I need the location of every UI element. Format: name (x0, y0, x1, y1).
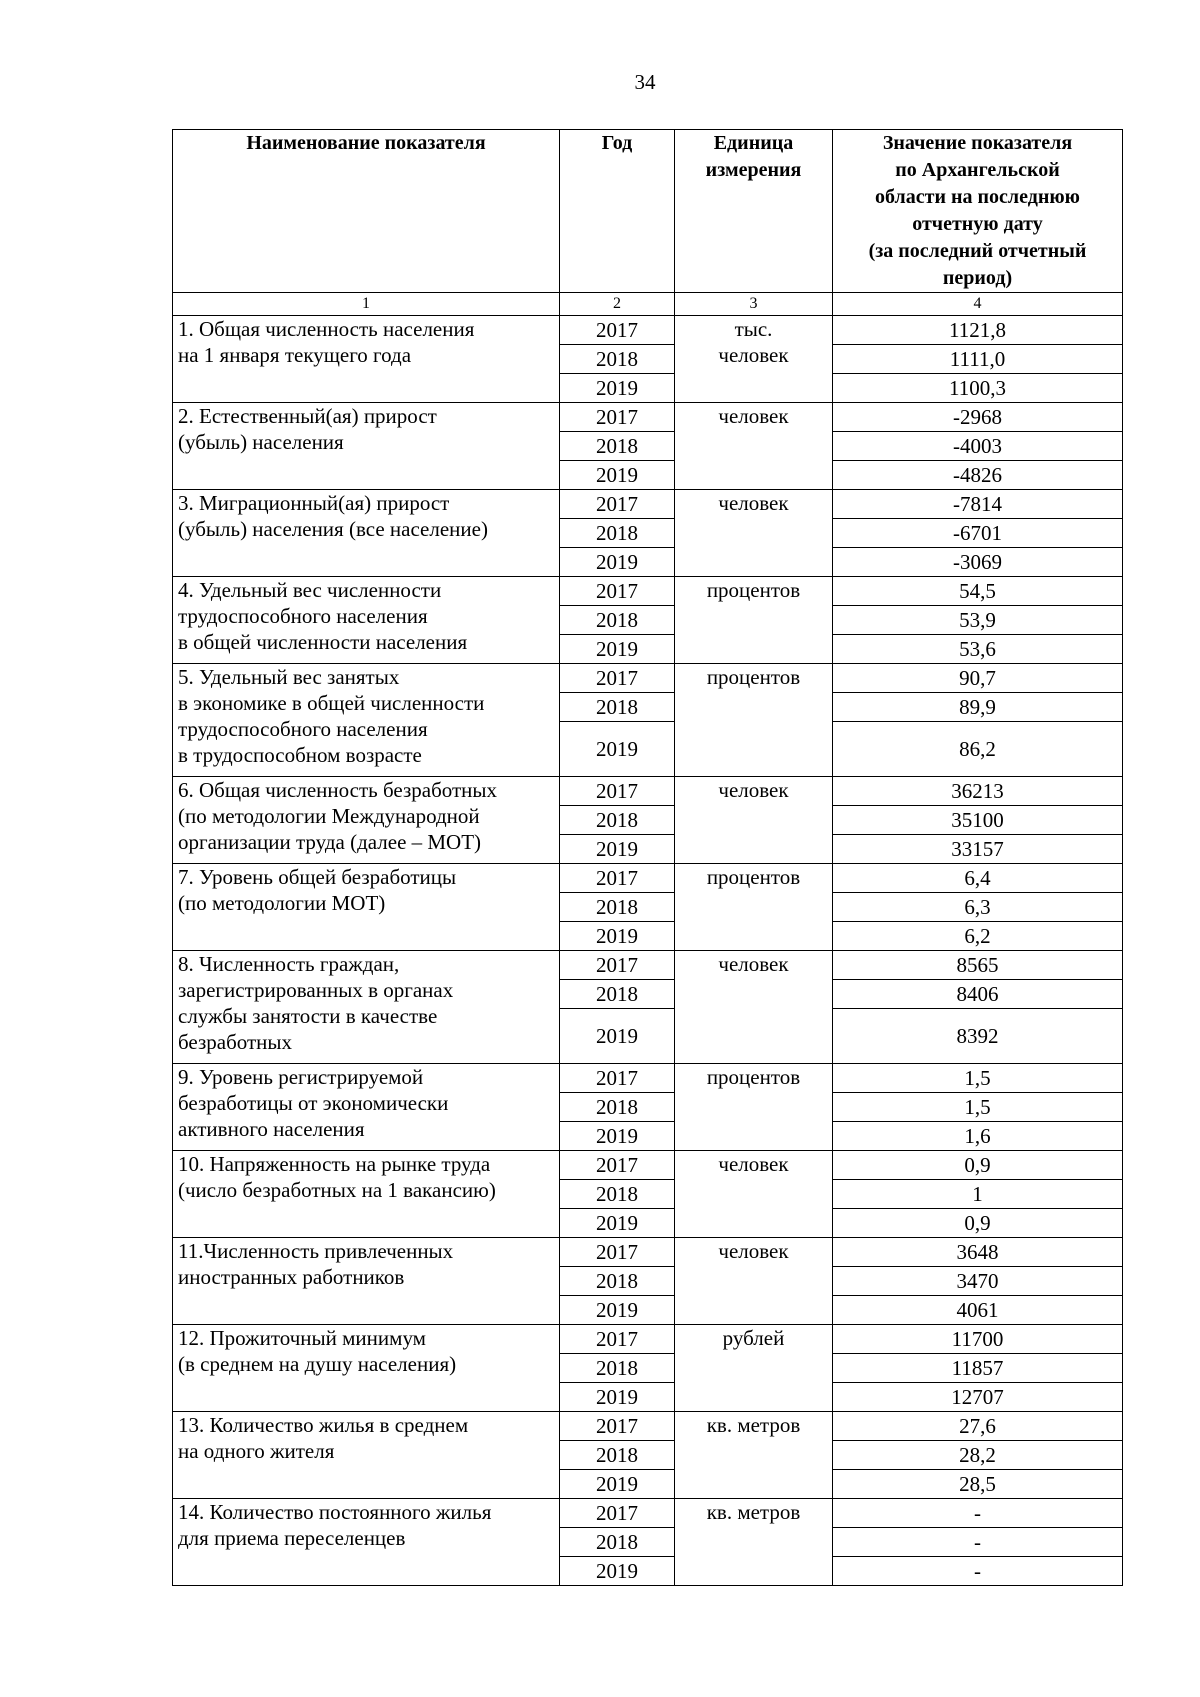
table-header-row (173, 130, 1123, 293)
year-cell: 2019 (560, 1209, 675, 1238)
indicator-name: 4. Удельный вес численности трудоспособного населения в общей численности населения (173, 577, 560, 664)
value-cell: 86,2 (833, 722, 1123, 777)
indicator-name: 3. Миграционный(ая) прирост (убыль) населения (все население) (173, 490, 560, 577)
year-cell: 2018 (560, 432, 675, 461)
value-cell: - (833, 1499, 1123, 1528)
indicator-name: 8. Численность граждан, зарегистрированных в органах службы занятости в качестве безработных (173, 951, 560, 1064)
year-cell: 2019 (560, 1470, 675, 1499)
year-cell: 2017 (560, 490, 675, 519)
table-row (173, 490, 1123, 519)
year-cell: 2019 (560, 1009, 675, 1064)
value-cell: -3069 (833, 548, 1123, 577)
year-cell: 2017 (560, 1325, 675, 1354)
value-cell: 53,6 (833, 635, 1123, 664)
indicator-name: 11.Численность привлеченных иностранных работников (173, 1238, 560, 1325)
indicator-name: 10. Напряженность на рынке труда (число безработных на 1 вакансию) (173, 1151, 560, 1238)
unit-cell: кв. метров (675, 1499, 833, 1586)
unit-cell: человек (675, 951, 833, 1064)
table-body (173, 316, 1123, 1586)
year-cell: 2017 (560, 777, 675, 806)
year-cell: 2017 (560, 403, 675, 432)
value-cell: 12707 (833, 1383, 1123, 1412)
year-cell: 2018 (560, 980, 675, 1009)
unit-cell: кв. метров (675, 1412, 833, 1499)
value-cell: 1111,0 (833, 345, 1123, 374)
header-year: Год (560, 130, 675, 293)
year-cell: 2017 (560, 316, 675, 345)
year-cell: 2019 (560, 1383, 675, 1412)
indicator-name: 7. Уровень общей безработицы (по методологии МОТ) (173, 864, 560, 951)
indicator-name: 2. Естественный(ая) прирост (убыль) населения (173, 403, 560, 490)
value-cell: 8406 (833, 980, 1123, 1009)
indicator-name: 1. Общая численность населения на 1 января текущего года (173, 316, 560, 403)
unit-cell: человек (675, 490, 833, 577)
year-cell: 2019 (560, 635, 675, 664)
value-cell: 33157 (833, 835, 1123, 864)
year-cell: 2017 (560, 664, 675, 693)
value-cell: -4003 (833, 432, 1123, 461)
value-cell: 1 (833, 1180, 1123, 1209)
value-cell: 89,9 (833, 693, 1123, 722)
value-cell: 1,5 (833, 1093, 1123, 1122)
value-cell: 11700 (833, 1325, 1123, 1354)
column-number: 1 (173, 293, 560, 316)
year-cell: 2019 (560, 922, 675, 951)
year-cell: 2019 (560, 835, 675, 864)
value-cell: -7814 (833, 490, 1123, 519)
indicator-name: 14. Количество постоянного жилья для приема переселенцев (173, 1499, 560, 1586)
unit-cell: процентов (675, 577, 833, 664)
value-cell: - (833, 1528, 1123, 1557)
table-row (173, 864, 1123, 893)
year-cell: 2018 (560, 345, 675, 374)
table-row (173, 1499, 1123, 1528)
value-cell: 1,6 (833, 1122, 1123, 1151)
value-cell: 1100,3 (833, 374, 1123, 403)
year-cell: 2018 (560, 893, 675, 922)
unit-cell: процентов (675, 864, 833, 951)
value-cell: -4826 (833, 461, 1123, 490)
year-cell: 2018 (560, 693, 675, 722)
value-cell: 6,3 (833, 893, 1123, 922)
value-cell: 28,5 (833, 1470, 1123, 1499)
year-cell: 2018 (560, 1180, 675, 1209)
value-cell: 0,9 (833, 1151, 1123, 1180)
header-value: Значение показателя по Архангельской области на последнюю отчетную дату (за последний отчетный период) (833, 130, 1123, 293)
column-number: 4 (833, 293, 1123, 316)
column-number: 3 (675, 293, 833, 316)
value-cell: 0,9 (833, 1209, 1123, 1238)
indicators-table (172, 129, 1123, 1586)
table-row (173, 403, 1123, 432)
value-cell: - (833, 1557, 1123, 1586)
value-cell: 1,5 (833, 1064, 1123, 1093)
column-number: 2 (560, 293, 675, 316)
value-cell: 8565 (833, 951, 1123, 980)
table-row (173, 1412, 1123, 1441)
year-cell: 2018 (560, 1441, 675, 1470)
table-row (173, 316, 1123, 345)
table-row (173, 664, 1123, 693)
unit-cell: человек (675, 777, 833, 864)
value-cell: 54,5 (833, 577, 1123, 606)
value-cell: 53,9 (833, 606, 1123, 635)
indicator-name: 9. Уровень регистрируемой безработицы от экономически активного населения (173, 1064, 560, 1151)
year-cell: 2019 (560, 374, 675, 403)
year-cell: 2017 (560, 1151, 675, 1180)
value-cell: 8392 (833, 1009, 1123, 1064)
indicator-name: 6. Общая численность безработных (по методологии Международной организации труда (далее – МОТ) (173, 777, 560, 864)
table-row (173, 577, 1123, 606)
value-cell: 6,4 (833, 864, 1123, 893)
value-cell: -2968 (833, 403, 1123, 432)
table-row (173, 1238, 1123, 1267)
unit-cell: человек (675, 403, 833, 490)
value-cell: -6701 (833, 519, 1123, 548)
table-row (173, 777, 1123, 806)
year-cell: 2019 (560, 548, 675, 577)
value-cell: 36213 (833, 777, 1123, 806)
unit-cell: процентов (675, 664, 833, 777)
table-row (173, 1325, 1123, 1354)
year-cell: 2019 (560, 1122, 675, 1151)
indicator-name: 13. Количество жилья в среднем на одного жителя (173, 1412, 560, 1499)
indicator-name: 12. Прожиточный минимум (в среднем на душу населения) (173, 1325, 560, 1412)
year-cell: 2017 (560, 1064, 675, 1093)
value-cell: 1121,8 (833, 316, 1123, 345)
table-row (173, 1151, 1123, 1180)
value-cell: 3648 (833, 1238, 1123, 1267)
year-cell: 2017 (560, 1499, 675, 1528)
year-cell: 2018 (560, 1267, 675, 1296)
year-cell: 2018 (560, 1093, 675, 1122)
value-cell: 6,2 (833, 922, 1123, 951)
value-cell: 28,2 (833, 1441, 1123, 1470)
header-indicator-name: Наименование показателя (173, 130, 560, 293)
year-cell: 2017 (560, 1238, 675, 1267)
year-cell: 2018 (560, 806, 675, 835)
year-cell: 2019 (560, 722, 675, 777)
value-cell: 27,6 (833, 1412, 1123, 1441)
year-cell: 2018 (560, 1528, 675, 1557)
year-cell: 2018 (560, 1354, 675, 1383)
table-row (173, 951, 1123, 980)
value-cell: 35100 (833, 806, 1123, 835)
unit-cell: рублей (675, 1325, 833, 1412)
unit-cell: процентов (675, 1064, 833, 1151)
value-cell: 3470 (833, 1267, 1123, 1296)
year-cell: 2019 (560, 1557, 675, 1586)
column-numbers-row (173, 293, 1123, 316)
year-cell: 2017 (560, 1412, 675, 1441)
unit-cell: тыс. человек (675, 316, 833, 403)
table-row (173, 1064, 1123, 1093)
value-cell: 4061 (833, 1296, 1123, 1325)
year-cell: 2019 (560, 461, 675, 490)
year-cell: 2017 (560, 577, 675, 606)
year-cell: 2017 (560, 951, 675, 980)
value-cell: 11857 (833, 1354, 1123, 1383)
year-cell: 2018 (560, 606, 675, 635)
indicator-name: 5. Удельный вес занятых в экономике в общей численности трудоспособного населения в трудоспособном возрасте (173, 664, 560, 777)
value-cell: 90,7 (833, 664, 1123, 693)
year-cell: 2019 (560, 1296, 675, 1325)
year-cell: 2018 (560, 519, 675, 548)
page-number: 34 (634, 70, 656, 94)
year-cell: 2017 (560, 864, 675, 893)
unit-cell: человек (675, 1151, 833, 1238)
unit-cell: человек (675, 1238, 833, 1325)
header-unit: Единица измерения (675, 130, 833, 293)
